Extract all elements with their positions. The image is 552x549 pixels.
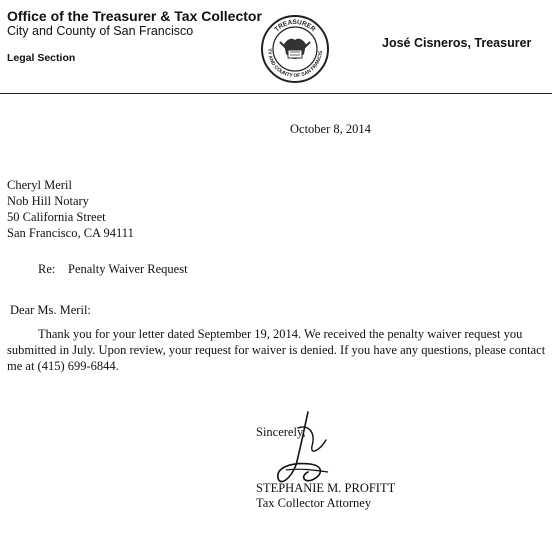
letter-date: October 8, 2014 — [290, 122, 371, 136]
body-line: me at (415) 699-6844. — [7, 359, 119, 373]
svg-text:TREASURER: TREASURER — [273, 18, 317, 34]
closing: Sincerely, — [256, 425, 306, 439]
recipient-city-state-zip: San Francisco, CA 94111 — [7, 226, 134, 240]
recipient-company: Nob Hill Notary — [7, 194, 89, 208]
salutation: Dear Ms. Meril: — [10, 303, 91, 317]
body-line: Thank you for your letter dated September 19, 2014. We received the penalty waiver request you — [38, 327, 523, 341]
svg-text:CITY AND COUNTY OF SAN FRANCIS: TY AND COUNTY OF SAN FRANCIS — [265, 48, 325, 80]
treasurer-name: José Cisneros, Treasurer — [382, 36, 532, 50]
signer-name: STEPHANIE M. PROFITT — [256, 481, 396, 495]
recipient-street: 50 California Street — [7, 210, 106, 224]
header-divider — [0, 93, 552, 94]
city-county-seal-icon — [260, 14, 330, 84]
re-subject: Penalty Waiver Request — [68, 262, 188, 276]
signer-title: Tax Collector Attorney — [256, 496, 372, 510]
recipient-address — [7, 177, 134, 241]
recipient-name: Cheryl Meril — [7, 178, 72, 192]
letter-body — [7, 326, 547, 374]
handwritten-signature-icon — [250, 410, 360, 490]
body-line: submitted in July. Upon review, your request for waiver is denied. If you have any questions, please contact — [7, 343, 546, 357]
legal-section-label: Legal Section — [7, 52, 76, 64]
office-subtitle: City and County of San Francisco — [7, 24, 194, 38]
re-label: Re: — [38, 262, 56, 276]
office-title: Office of the Treasurer & Tax Collector — [7, 8, 262, 24]
